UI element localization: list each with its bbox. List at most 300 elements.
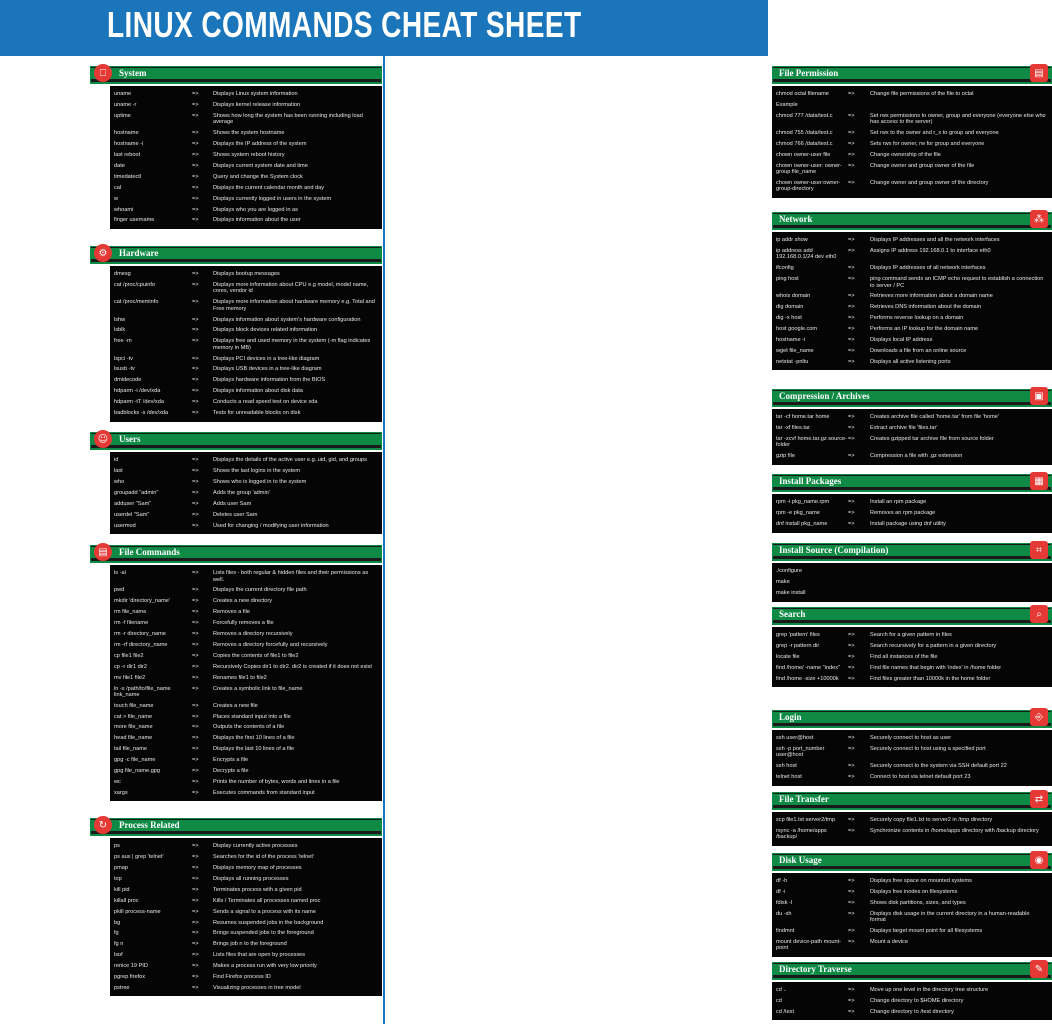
arrow-text: => (848, 337, 855, 344)
command-text: renice 19 PID (114, 963, 148, 970)
command-row (110, 89, 382, 100)
command-text: grep 'pattern' files (776, 632, 820, 639)
command-row (772, 1006, 1052, 1017)
command-description: Outputs the contents of a file (213, 724, 285, 731)
command-list (772, 409, 1052, 465)
arrow-text: => (848, 828, 855, 835)
command-description: Executes commands from standard input (213, 789, 315, 796)
command-text: chown owner-user file (776, 152, 831, 159)
command-row (110, 950, 382, 961)
section-title: File Transfer (779, 794, 829, 804)
command-row (110, 397, 382, 408)
command-description: Creates a new directory (213, 598, 273, 605)
command-text: wc (114, 778, 121, 785)
arrow-text: => (192, 206, 199, 213)
arrow-text: => (192, 984, 199, 991)
command-description: Kills / Terminates all processes named proc (213, 897, 321, 904)
command-row (772, 508, 1052, 519)
command-text: chmod 755 /data/test.c (776, 130, 833, 137)
command-text: hostname (114, 130, 139, 137)
command-description: Securely connect to the system via SSH default port 22 (870, 763, 1007, 770)
arrow-text: => (848, 654, 855, 661)
command-row (110, 722, 382, 733)
transfer-icon: ⇄ (1030, 790, 1048, 808)
command-row (772, 733, 1052, 744)
command-text: w (114, 195, 119, 202)
arrow-text: => (192, 587, 199, 594)
arrow-text: => (192, 271, 199, 278)
command-row (772, 302, 1052, 313)
command-description: Shows how long the system has been running including load average (213, 113, 363, 126)
arrow-text: => (192, 162, 199, 169)
command-description: Visualizing processes in tree model (213, 984, 301, 991)
command-row (110, 193, 382, 204)
arrow-text: => (192, 620, 199, 627)
command-row (110, 885, 382, 896)
arrow-text: => (192, 641, 199, 648)
command-description: Displays the last 10 lines of a file (213, 746, 295, 753)
section-login (772, 710, 1052, 786)
arrow-text: => (192, 338, 199, 345)
command-text: dnf install pkg_name (776, 521, 828, 528)
arrow-text: => (192, 327, 199, 334)
arrow-text: => (192, 489, 199, 496)
command-row (110, 325, 382, 336)
command-description: Copies the contents of file1 to file2 (213, 652, 299, 659)
command-row (110, 353, 382, 364)
command-text: cd (776, 997, 782, 1004)
command-description: Securely connect to host using a specified port (870, 746, 986, 753)
arrow-text: => (848, 130, 855, 137)
command-row (772, 324, 1052, 335)
command-row (772, 566, 1052, 577)
command-row (110, 596, 382, 607)
search-icon: ⌕ (1030, 605, 1048, 623)
command-text: dmidecode (114, 377, 142, 384)
command-row (110, 585, 382, 596)
command-row (110, 972, 382, 983)
command-description: Displays target mount point for all filesystems (870, 928, 983, 935)
command-text: ls -al (114, 570, 126, 577)
command-text: lsof (114, 952, 123, 959)
command-description: Find Firefox process ID (213, 973, 271, 980)
command-list (772, 730, 1052, 786)
command-description: Adds user Sam (213, 500, 252, 507)
command-list (772, 494, 1052, 533)
command-row (772, 274, 1052, 291)
command-text: chmod octal filename (776, 91, 829, 98)
command-description: Shows the system hostname (213, 130, 285, 137)
command-text: chmod 766 /data/test.c (776, 141, 833, 148)
command-description: Removes a directory forcefully and recursively (213, 641, 328, 648)
command-text: timedatectl (114, 173, 142, 180)
section-header (90, 432, 382, 450)
command-row (772, 335, 1052, 346)
section-title: Compression / Archives (779, 391, 870, 401)
command-text: findmnt (776, 928, 795, 935)
command-row (772, 815, 1052, 826)
command-row (110, 509, 382, 520)
command-description: Forcefully removes a file (213, 620, 274, 627)
command-text: hdparm -tT /dev/xda (114, 399, 164, 406)
command-description: Displays local IP address (870, 337, 933, 344)
section-compression-archives (772, 389, 1052, 465)
command-text: ./configure (776, 568, 803, 575)
command-description: Downloads a file from an online source (870, 347, 967, 354)
command-text: tar -xf files.tar (776, 425, 810, 432)
command-description: Synchronize contents in /home/apps directory with /backup directory (870, 828, 1039, 835)
command-text: top (114, 875, 122, 882)
command-text: cd /test (776, 1008, 795, 1015)
command-text: whois domain (776, 293, 811, 300)
arrow-text: => (192, 366, 199, 373)
arrow-text: => (192, 102, 199, 109)
command-list (110, 838, 382, 996)
arrow-text: => (848, 180, 855, 187)
command-description: Creates archive file called 'home.tar' from file 'home' (870, 414, 999, 421)
command-text: tar -zcvf home.tar.gz source-folder (776, 436, 847, 449)
command-description: Displays Linux system information (213, 91, 298, 98)
package-icon: ▦ (1030, 472, 1048, 490)
arrow-text: => (848, 91, 855, 98)
command-text: pstree (114, 984, 130, 991)
command-text: scp file1.txt server2/tmp (776, 817, 836, 824)
arrow-text: => (192, 399, 199, 406)
command-description: Displays more information about hardware memory e.g. Total and Free memory (213, 299, 375, 312)
command-row (772, 128, 1052, 139)
command-description: Change file permissions of the file to octal (870, 91, 974, 98)
section-title: Network (779, 214, 813, 224)
command-description: Sends a signal to a process with its name (213, 908, 316, 915)
command-row (110, 629, 382, 640)
command-row (110, 755, 382, 766)
arrow-text: => (848, 987, 855, 994)
section-title: Login (779, 712, 802, 722)
command-row (110, 139, 382, 150)
command-description: Displays all running processes (213, 875, 289, 882)
arrow-text: => (192, 316, 199, 323)
command-row (772, 577, 1052, 588)
command-row (110, 182, 382, 193)
section-header (772, 853, 1052, 871)
command-list (110, 266, 382, 422)
command-row (110, 499, 382, 510)
command-text: cp file1 file2 (114, 652, 144, 659)
command-description: Change directory to /test directory (870, 1008, 954, 1015)
command-row (110, 364, 382, 375)
command-text: dig -x host (776, 315, 802, 322)
command-list (772, 873, 1052, 957)
command-description: Displays the first 10 lines of a file (213, 735, 295, 742)
command-row (110, 568, 382, 585)
arrow-text: => (848, 276, 855, 283)
command-text: lshw (114, 316, 126, 323)
section-title: Install Source (Compilation) (779, 545, 889, 555)
command-text: telnet host (776, 774, 802, 781)
arrow-text: => (192, 973, 199, 980)
command-row (110, 939, 382, 950)
command-text: hostname -i (114, 141, 144, 148)
command-row (110, 297, 382, 314)
command-row (110, 733, 382, 744)
command-text: date (114, 162, 125, 169)
command-description: Creates gzipped tar archive file from source folder (870, 436, 994, 443)
command-row (772, 761, 1052, 772)
command-text: find /home -size +10000k (776, 675, 839, 682)
command-text: uptime (114, 113, 131, 120)
arrow-text: => (192, 685, 199, 692)
command-row (772, 291, 1052, 302)
arrow-text: => (192, 789, 199, 796)
section-header (772, 607, 1052, 625)
command-text: fg n (114, 941, 124, 948)
arrow-text: => (192, 113, 199, 120)
command-row (110, 466, 382, 477)
section-title: Search (779, 609, 806, 619)
section-process-related (90, 818, 382, 996)
command-description: Install package using dnf utility (870, 521, 946, 528)
command-description: Adds the group 'admin' (213, 489, 270, 496)
command-text: userdel "Sam" (114, 511, 150, 518)
command-text: free -m (114, 338, 132, 345)
command-row (772, 985, 1052, 996)
section-title: System (119, 68, 147, 78)
command-row (772, 111, 1052, 128)
command-list (110, 86, 382, 229)
command-row (110, 700, 382, 711)
command-description: Displays PCI devices in a tree-like diagram (213, 355, 320, 362)
arrow-text: => (192, 598, 199, 605)
command-text: gzip file (776, 453, 795, 460)
arrow-text: => (192, 631, 199, 638)
arrow-text: => (848, 499, 855, 506)
command-list (772, 982, 1052, 1020)
section-title: File Permission (779, 68, 839, 78)
command-description: Search for a given pattern in files (870, 632, 952, 639)
notebook-icon: ✎ (1030, 960, 1048, 978)
arrow-text: => (192, 963, 199, 970)
command-row (110, 128, 382, 139)
arrow-text: => (192, 152, 199, 159)
arrow-text: => (192, 500, 199, 507)
section-header (772, 389, 1052, 407)
login-icon: ⎆ (1030, 708, 1048, 726)
command-text: xargs (114, 789, 128, 796)
command-description: Change owner and group owner of the directory (870, 180, 989, 187)
arrow-text: => (192, 130, 199, 137)
command-text: Example (776, 102, 798, 109)
command-description: ping command sends an ICMP echo request to establish a connection to server / PC (870, 276, 1044, 289)
command-text: cd .. (776, 987, 787, 994)
section-header (90, 66, 382, 84)
network-icon: ⁂ (1030, 210, 1048, 228)
command-row (772, 926, 1052, 937)
command-row (110, 455, 382, 466)
command-description: Displays more information about CPU e.g model, model name, cores, vendor id (213, 282, 369, 295)
command-text: ps (114, 843, 120, 850)
command-description: Renames file1 to file2 (213, 674, 267, 681)
command-description: Find files greater than 10000k in the home folder (870, 675, 991, 682)
command-text: make (776, 579, 790, 586)
command-row (772, 588, 1052, 599)
arrow-text: => (192, 875, 199, 882)
command-row (110, 766, 382, 777)
command-text: tail file_name (114, 746, 147, 753)
command-text: groupadd "admin" (114, 489, 159, 496)
command-description: Encrypts a file (213, 757, 249, 764)
arrow-text: => (848, 315, 855, 322)
arrow-text: => (192, 457, 199, 464)
arrow-text: => (192, 952, 199, 959)
arrow-text: => (192, 930, 199, 937)
command-text: mkdir 'directory_name' (114, 598, 170, 605)
process-icon: ↻ (94, 816, 112, 834)
command-text: id (114, 457, 119, 464)
arrow-text: => (848, 453, 855, 460)
command-text: pkill process-name (114, 908, 161, 915)
arrow-text: => (848, 347, 855, 354)
command-description: Creates a symbolic link to file_name (213, 685, 303, 692)
arrow-text: => (192, 409, 199, 416)
command-description: Deletes user Sam (213, 511, 258, 518)
command-text: adduser "Sam" (114, 500, 152, 507)
arrow-text: => (848, 997, 855, 1004)
command-row (772, 313, 1052, 324)
command-row (110, 161, 382, 172)
arrow-text: => (192, 173, 199, 180)
command-row (110, 661, 382, 672)
command-row (110, 280, 382, 297)
command-text: locate file (776, 654, 800, 661)
section-header (772, 543, 1052, 561)
header-banner (0, 0, 768, 56)
command-text: make install (776, 590, 806, 597)
command-description: Displays kernel release information (213, 102, 301, 109)
command-description: Displays free inodes on filesystems (870, 889, 958, 896)
command-row (110, 215, 382, 226)
command-row (772, 161, 1052, 178)
section-disk-usage (772, 853, 1052, 957)
command-description: Find all instances of the file (870, 654, 938, 661)
command-text: fg (114, 930, 119, 937)
command-text: ip address add 192.168.0.1/24 dev eth0 (776, 248, 837, 261)
section-header (90, 545, 382, 563)
command-description: Mount a device (870, 939, 908, 946)
arrow-text: => (192, 886, 199, 893)
arrow-text: => (192, 217, 199, 224)
command-row (772, 826, 1052, 843)
command-text: touch file_name (114, 702, 154, 709)
command-description: Resumes suspended jobs in the background (213, 919, 324, 926)
command-description: Brings suspended jobs to the foreground (213, 930, 314, 937)
arrow-text: => (848, 510, 855, 517)
command-description: Displays bootup messages (213, 271, 280, 278)
command-description: Query and change the System clock (213, 173, 303, 180)
command-description: Set rwx to the owner and r_x to group and everyone (870, 130, 999, 137)
command-text: find /home/ -name "index" (776, 664, 840, 671)
arrow-text: => (848, 889, 855, 896)
command-text: netstat -pnltu (776, 358, 809, 365)
command-row (110, 386, 382, 397)
command-text: kill pid (114, 886, 130, 893)
command-text: cat /proc/meminfo (114, 299, 159, 306)
command-text: fdisk -l (776, 900, 793, 907)
section-header (90, 246, 382, 264)
command-text: cat /proc/cpuinfo (114, 282, 156, 289)
arrow-text: => (848, 293, 855, 300)
command-text: hostname -i (776, 337, 806, 344)
arrow-text: => (848, 237, 855, 244)
command-row (772, 235, 1052, 246)
command-description: Retrieves more information about a domain name (870, 293, 993, 300)
arrow-text: => (848, 113, 855, 120)
command-row (772, 641, 1052, 652)
command-description: Securely copy file1.txt to server2 in /tmp directory (870, 817, 993, 824)
command-description: Searches for the id of the process 'telnet' (213, 854, 315, 861)
command-row (772, 434, 1052, 451)
arrow-text: => (848, 746, 855, 753)
section-file-commands (90, 545, 382, 801)
command-row (110, 874, 382, 885)
source-icon: ⌗ (1030, 541, 1048, 559)
command-description: Removes an rpm package (870, 510, 936, 517)
command-list (772, 563, 1052, 602)
command-description: Shows the last logins in the system (213, 468, 301, 475)
command-text: df -i (776, 889, 786, 896)
command-row (110, 683, 382, 700)
command-row (772, 150, 1052, 161)
command-list (110, 452, 382, 534)
command-text: cp -r dir1 dir2 (114, 663, 147, 670)
command-description: Assigns IP address 192.168.0.1 to interface eth0 (870, 248, 991, 255)
command-text: chmod 777 /data/test.c (776, 113, 833, 120)
command-text: df -h (776, 878, 788, 885)
section-install-packages (772, 474, 1052, 533)
arrow-text: => (192, 663, 199, 670)
disk-icon: ◉ (1030, 851, 1048, 869)
section-header-bar (773, 609, 1051, 620)
command-text: hdparm -i /dev/xda (114, 388, 161, 395)
command-text: lsusb -tv (114, 366, 135, 373)
arrow-text: => (848, 735, 855, 742)
command-text: rsync -a /home/apps /backup/ (776, 828, 827, 841)
command-description: Displays currently logged in users in the system (213, 195, 332, 202)
arrow-text: => (192, 865, 199, 872)
command-list (110, 565, 382, 801)
command-description: Displays free and used memory in the system (-m flag indicates memory in MB) (213, 338, 371, 351)
command-text: killall proc (114, 897, 139, 904)
command-row (110, 150, 382, 161)
command-text: uname -r (114, 102, 137, 109)
command-row (110, 618, 382, 629)
command-list (772, 812, 1052, 846)
command-text: rpm -e pkg_name (776, 510, 820, 517)
command-row (110, 928, 382, 939)
command-text: ps aux | grep 'telnet' (114, 854, 164, 861)
arrow-text: => (192, 570, 199, 577)
command-row (110, 744, 382, 755)
command-description: Prints the number of bytes, words and lines in a file (213, 778, 340, 785)
arrow-text: => (848, 878, 855, 885)
folder-icon: ▤ (94, 543, 112, 561)
command-description: Displays IP addresses and all the network interfaces (870, 237, 1000, 244)
section-header (772, 474, 1052, 492)
arrow-text: => (192, 941, 199, 948)
command-description: Displays USB devices in a tree-like diagram (213, 366, 322, 373)
arrow-text: => (848, 414, 855, 421)
arrow-text: => (848, 326, 855, 333)
command-text: rm file_name (114, 609, 147, 616)
